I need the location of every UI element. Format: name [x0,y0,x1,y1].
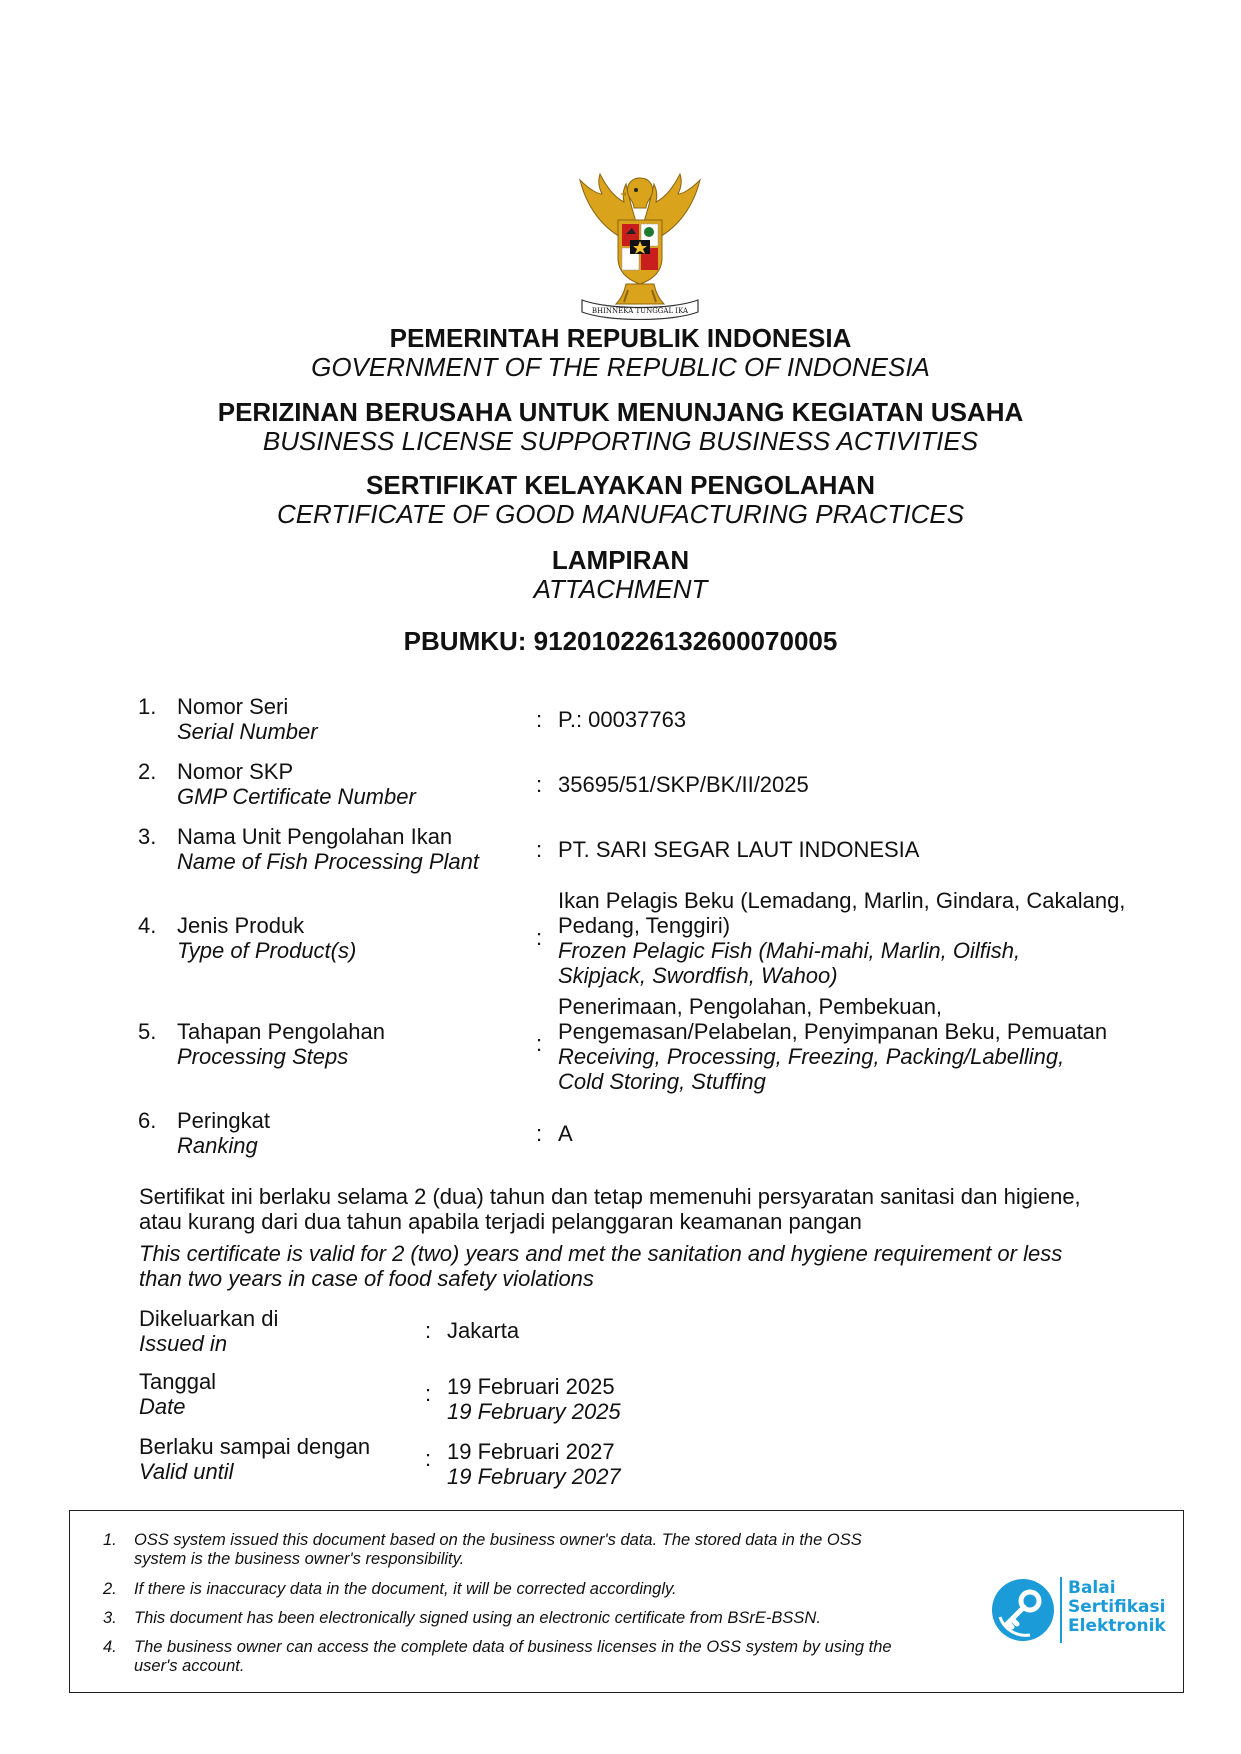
item-colon: : [536,772,543,797]
note-line: This document has been electronically signed using an electronic certificate from BSrE-BSSN. [134,1609,821,1627]
valid-until-label-id: Berlaku sampai dengan [139,1434,371,1459]
date-label-id: Tanggal [139,1369,217,1394]
emblem-motto: BHINNEKA TUNGGAL IKA [591,307,689,315]
attachment-title-id: LAMPIRAN [551,545,690,575]
item-label-id: Tahapan Pengolahan [177,1019,385,1044]
note-line: The business owner can access the complete data of business licenses in the OSS system by using the [134,1638,892,1656]
note-line: user's account. [134,1657,245,1675]
item-colon: : [536,707,543,732]
item-label-en: Ranking [177,1133,258,1158]
item-number: 4. [138,913,157,938]
item-label-en: Type of Product(s) [177,938,357,963]
validity-line: This certificate is valid for 2 (two) years and met the sanitation and hygiene requirement or less [139,1241,1063,1266]
note-number: 1. [103,1531,117,1549]
bsre-key-icon [990,1577,1056,1643]
date-value-id: 19 Februari 2025 [447,1374,615,1399]
header-certificate [0,471,1241,529]
item-label-id: Nomor Seri [177,694,289,719]
date-colon: : [425,1381,432,1406]
item-value-id-1: Penerimaan, Pengolahan, Pembekuan, [558,994,943,1019]
validity-paragraph-id [139,1184,1139,1234]
item-value: 35695/51/SKP/BK/II/2025 [558,772,809,797]
notes-box [69,1510,1184,1693]
validity-paragraph-en [139,1241,1139,1291]
note-number: 4. [103,1638,117,1656]
date-label-en: Date [139,1394,186,1419]
issued-in-colon: : [425,1318,432,1343]
cert-title-en: CERTIFICATE OF GOOD MANUFACTURING PRACTICES [276,499,965,529]
item-number: 5. [138,1019,157,1044]
item-number: 2. [138,759,157,784]
license-title-en: BUSINESS LICENSE SUPPORTING BUSINESS ACTIVITIES [262,426,979,456]
header-license [0,398,1241,456]
item-value-en-2: Skipjack, Swordfish, Wahoo) [558,963,838,988]
item-value-en-2: Cold Storing, Stuffing [558,1069,766,1094]
issued-in-label-id: Dikeluarkan di [139,1306,279,1331]
item-value-en-1: Frozen Pelagic Fish (Mahi-mahi, Marlin, Oilfish, [558,938,1021,963]
bsre-divider [1060,1577,1062,1643]
item-colon: : [536,925,543,950]
date-value-en: 19 February 2025 [447,1399,621,1424]
bsre-line: Sertifikasi [1068,1597,1166,1617]
item-value: A [558,1121,573,1146]
item-colon: : [536,1031,543,1056]
garuda-emblem-icon [568,172,712,320]
validity-line: than two years in case of food safety violations [139,1266,594,1291]
item-value: PT. SARI SEGAR LAUT INDONESIA [558,837,920,862]
gov-title-en: GOVERNMENT OF THE REPUBLIC OF INDONESIA [311,352,930,382]
item-value-id-1: Ikan Pelagis Beku (Lemadang, Marlin, Gindara, Cakalang, [558,888,1126,913]
note-line: system is the business owner's responsibility. [134,1550,465,1568]
note-line: OSS system issued this document based on the business owner's data. The stored data in the OSS [134,1531,862,1549]
item-colon: : [536,1121,543,1146]
note-number: 2. [103,1580,117,1598]
pbumku-number: PBUMKU: 912010226132600070005 [403,626,838,656]
valid-until-colon: : [425,1446,432,1471]
item-label-en: Serial Number [177,719,318,744]
item-number: 1. [138,694,157,719]
item-label-id: Nama Unit Pengolahan Ikan [177,824,453,849]
issued-in-label-en: Issued in [139,1331,228,1356]
bsre-line: Elektronik [1068,1616,1166,1636]
item-label-en: GMP Certificate Number [177,784,416,809]
bsre-logo [990,1573,1170,1653]
header-government [0,324,1241,382]
attachment-title-en: ATTACHMENT [533,574,708,604]
cert-title-id: SERTIFIKAT KELAYAKAN PENGOLAHAN [366,470,875,500]
valid-until-label-en: Valid until [139,1459,234,1484]
validity-line: Sertifikat ini berlaku selama 2 (dua) tahun dan tetap memenuhi persyaratan sanitasi dan higiene, [139,1184,1081,1209]
valid-until-value-en: 19 February 2027 [447,1464,621,1489]
gov-title-id: PEMERINTAH REPUBLIK INDONESIA [389,323,852,353]
item-label-id: Jenis Produk [177,913,305,938]
item-number: 3. [138,824,157,849]
item-label-en: Name of Fish Processing Plant [177,849,480,874]
validity-line: atau kurang dari dua tahun apabila terjadi pelanggaran keamanan pangan [139,1209,862,1234]
bsre-text [1068,1579,1166,1636]
valid-until-value-id: 19 Februari 2027 [447,1439,615,1464]
note-line: If there is inaccuracy data in the document, it will be corrected accordingly. [134,1580,677,1598]
bsre-line: Balai [1068,1578,1116,1598]
item-colon: : [536,837,543,862]
item-label-id: Nomor SKP [177,759,294,784]
item-label-en: Processing Steps [177,1044,349,1069]
issued-in-value: Jakarta [447,1318,520,1343]
item-value-id-2: Pengemasan/Pelabelan, Penyimpanan Beku, Pemuatan [558,1019,1108,1044]
item-value-id-2: Pedang, Tenggiri) [558,913,731,938]
item-value: P.: 00037763 [558,707,687,732]
note-number: 3. [103,1609,117,1627]
item-label-id: Peringkat [177,1108,270,1133]
item-number: 6. [138,1108,157,1133]
license-title-id: PERIZINAN BERUSAHA UNTUK MENUNJANG KEGIATAN USAHA [217,397,1024,427]
header-attachment [0,546,1241,604]
item-value-en-1: Receiving, Processing, Freezing, Packing/Labelling, [558,1044,1065,1069]
